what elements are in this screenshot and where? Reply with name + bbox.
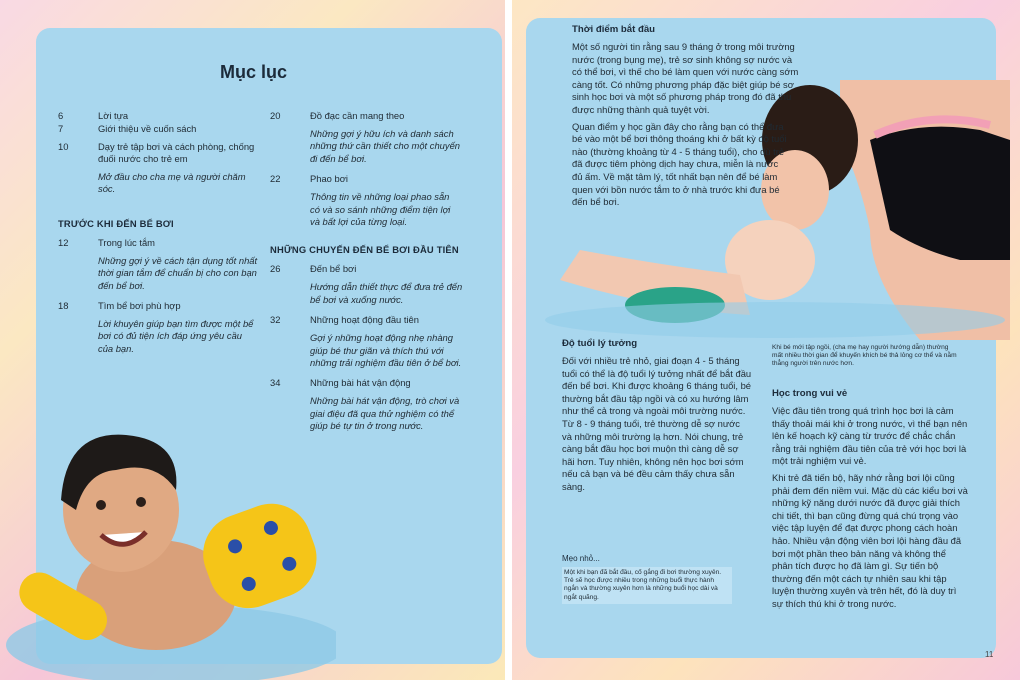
toc-entry: 34 Những bài hát vận động [270,377,411,389]
left-page [0,0,505,680]
toc-entry: 32 Những hoạt động đầu tiên [270,314,419,326]
toc-description: Những gợi ý hữu ích và danh sách những thứ cần thiết cho một chuyến đi đến bể bơi. [310,128,460,164]
toc-entry: 18 Tìm bể bơi phù hợp [58,300,181,312]
tip-box [562,554,732,604]
section-heading: Độ tuổi lý tưởng [562,338,638,349]
toc-entry: 10 Dạy trẻ tập bơi và cách phòng, chống đuối nước cho trẻ em [58,141,255,164]
photo-caption: Khi bé mới tập ngồi, (cha mẹ hay người hướng dẫn) thường mất nhiều thời gian để khuyến khích bé thả lỏng cơ thể và nằm thẳng người trên nước hơn. [772,344,957,367]
toc-description: Những bài hát vận động, trò chơi và giai điệu đã qua thử nghiệm có thể giúp bé tự tin ở trong nước. [310,395,460,432]
toc-description: Thông tin về những loại phao sẵn có và so sánh những điểm tiện lợi và bất lợi của từng loại. [310,191,451,228]
paragraph: Một số người tin rằng sau 9 tháng ở trong môi trường nước (trong bụng mẹ), trẻ sơ sinh không sợ nước và có thể bơi, vì thế cho bé làm quen với nước càng sớm càng tốt. Có những phương pháp đặc biệt giúp bé sơ sinh học bơi và một số phương pháp trong đó đã thu được những thành quả tuyệt vời. [572,41,799,115]
boy-swimming-photo [6,410,336,680]
paragraph: Quan điểm y học gần đây cho rằng bạn có thể đưa bé vào một bể bơi thông thoáng khi ở bất kỳ độ tuổi nào (thường khoảng từ 4 - 5 tháng tuổi), cho dù trẻ đã được tiêm phòng dịch hay chưa, miễn là nước đủ ấm. Về mặt tâm lý, tốt nhất bạn nên để bé làm quen với bồn nước tắm to ở nhà trước khi đưa bé đến bể bơi. [572,120,787,208]
toc-entry: 22 Phao bơi [270,173,348,185]
toc-entry: 12 Trong lúc tắm [58,236,155,248]
paragraph: Đối với nhiều trẻ nhỏ, giai đoạn 4 - 5 tháng tuổi có thể là độ tuổi lý tưởng nhất để bắt đầu đến bể bơi. Khi được khoảng 6 tháng tuổi, bé thường bắt đầu tập ngồi và có xu hướng lâm như thể cả trong và ngoài môi trường nước. Từ 8 - 9 tháng tuổi, trẻ thường dễ sợ nước và những môi trường lạ hơn. Nói chung, trẻ càng bắt đầu học bơi muộn thì càng dễ sợ hãi hơn. Tuy nhiên, không nên học bơi sớm nếu cả bạn và bé đều cảm thấy chưa sẵn sàng. [562,355,752,492]
section-heading: Thời điểm bắt đầu [572,24,656,35]
paragraph: Việc đầu tiên trong quá trình học bơi là cảm thấy thoải mái khi ở trong nước, vì thế bạn nên lên kế hoạch kỹ càng từ trước để chắc chắn rằng trải nghiệm đầu tiên của trẻ với học bơi là một trải nghiệm vui vẻ. [772,405,968,467]
toc-column-1 [58,110,258,363]
tip-label: Mẹo nhỏ... [562,554,600,563]
toc-entry: 26 Đến bể bơi [270,263,357,275]
toc-column-2 [270,110,470,441]
tip-text: Một khi bạn đã bắt đầu, cố gắng đi bơi thường xuyên. Trẻ sẽ học được nhiều trong những buổi thực hành ngắn và thường xuyên hơn là những buổi học dài và ngắt quãng. [562,567,732,604]
toc-section-heading: TRƯỚC KHI ĐẾN BỂ BƠI [58,217,174,229]
section-start [572,24,802,209]
section-fun [772,388,968,611]
toc-description: Hướng dẫn thiết thực để đưa trẻ đến bể bơi và xuống nước. [310,281,463,305]
toc-description: Lời khuyên giúp bạn tìm được một bể bơi có đủ tiện ích đáp ứng yêu cầu của bạn. [98,318,254,354]
toc-entry: 7 Giới thiệu về cuốn sách [58,123,197,134]
toc-description: Gợi ý những hoạt động nhẹ nhàng giúp bé thư giãn và thích thú với những trải nghiệm đầu tiên ở bể bơi. [310,332,462,369]
paragraph: Khi trẻ đã tiến bộ, hãy nhớ rằng bơi lội cũng phải đem đến niềm vui. Mặc dù các kiểu bơi và những kỹ năng dưới nước đã được giải thích chi tiết, thì bạn cũng đừng quá chú trọng vào việc tập luyện để đạt được phong cách hoàn hảo. Nhiều vận động viên bơi lội hàng đầu đã bơi một phần theo bản năng và không thể phân tích được họ đã làm gì. Sự tiến bộ thường đến một cách tự nhiên sau khi tập luyện thường xuyên và trên hết, đó là duy trì sự thích thú khi ở trong nước. [772,471,968,609]
section-age [562,338,752,494]
toc-description: Những gợi ý về cách tận dụng tốt nhất thời gian tắm để chuẩn bị cho con bạn đến bể bơi. [98,254,258,291]
toc-entry: 20 Đồ đạc cần mang theo [270,110,405,121]
page-title: Mục lục [220,62,288,82]
section-heading: Học trong vui vẻ [772,388,848,399]
toc-description: Mở đầu cho cha mẹ và người chăm sóc. [98,171,246,195]
toc-entry: 6 Lời tựa [58,110,129,121]
toc-section-heading: NHỮNG CHUYẾN ĐẾN BỂ BƠI ĐẦU TIÊN [270,244,459,256]
page-number: 11 [985,650,994,659]
